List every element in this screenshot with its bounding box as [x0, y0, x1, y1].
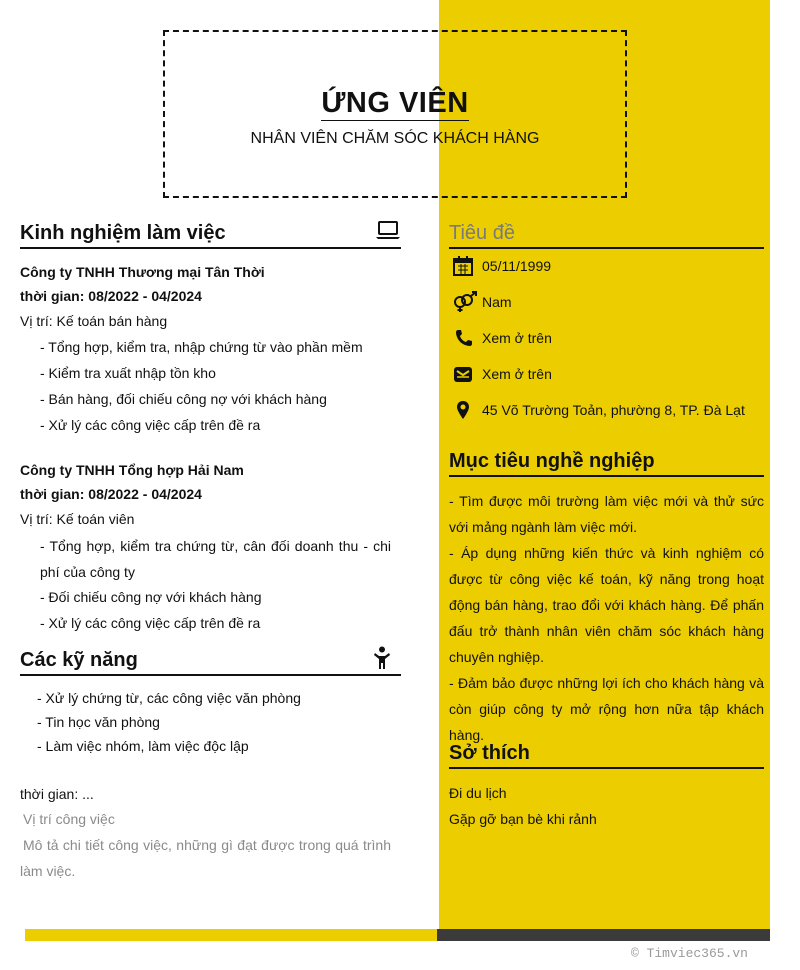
location-pin-icon — [452, 399, 476, 421]
job2-time: thời gian: 08/2022 - 04/2024 — [20, 486, 202, 502]
job2-task: - Tổng hợp, kiểm tra chứng từ, cân đối doanh thu - chi phí của công ty — [40, 538, 391, 580]
birthdate-value: 05/11/1999 — [482, 258, 552, 274]
career-goal-text — [449, 488, 764, 748]
job1-task: - Tổng hợp, kiểm tra, nhập chứng từ vào phần mềm — [40, 339, 363, 355]
job1-task: - Kiểm tra xuất nhập tồn kho — [40, 365, 216, 381]
experience-title-text: Kinh nghiệm làm việc — [20, 222, 226, 244]
job2-task: - Xử lý các công việc cấp trên đề ra — [40, 615, 261, 631]
skills-section-title — [20, 646, 401, 676]
experience-section-title — [20, 219, 401, 249]
career-goal-paragraph: - Áp dụng những kiến thức và kinh nghiệm có được từ công việc kế toán, kỹ năng trong hoạt động bán hàng, trao đổi với khách hàng. Để phấn đấu trở thành nhân viên chăm sóc khách hàng chuyên nghiệp. — [449, 545, 764, 665]
job2-position: Vị trí: Kế toán viên — [20, 511, 135, 527]
hobbies-title: Sở thích — [449, 739, 764, 769]
job1-task: - Bán hàng, đối chiếu công nợ với khách hàng — [40, 391, 327, 407]
phone-icon — [452, 327, 476, 349]
job2-company: Công ty TNHH Tổng hợp Hải Nam — [20, 462, 244, 478]
address-value: 45 Võ Trường Toản, phường 8, TP. Đà Lạt — [482, 402, 745, 418]
career-goal-title: Mục tiêu nghề nghiệp — [449, 447, 764, 477]
person-icon — [373, 646, 391, 678]
gender-value: Nam — [482, 294, 512, 310]
hobby-item: Đi du lịch — [449, 785, 507, 801]
personal-title: Tiêu đề — [449, 219, 764, 249]
footer-dark-bar — [437, 929, 770, 941]
footer-yellow-bar — [25, 929, 437, 941]
job1-position: Vị trí: Kế toán bán hàng — [20, 313, 168, 329]
extra-time: thời gian: ... — [20, 786, 94, 802]
phone-value: Xem ở trên — [482, 330, 552, 346]
skills-title-text: Các kỹ năng — [20, 649, 138, 671]
job1-task: - Xử lý các công việc cấp trên đề ra — [40, 417, 261, 433]
email-value: Xem ở trên — [482, 366, 552, 382]
laptop-icon — [375, 219, 401, 249]
job1-company: Công ty TNHH Thương mại Tân Thời — [20, 264, 265, 280]
footer-brand: © Timviec365.vn — [630, 946, 748, 961]
gender-icon — [452, 291, 476, 313]
hobby-item: Gặp gỡ bạn bè khi rảnh — [449, 811, 597, 827]
candidate-name: ỨNG VIÊN — [321, 87, 469, 119]
job-title: NHÂN VIÊN CHĂM SÓC KHÁCH HÀNG — [250, 130, 540, 147]
job1-time: thời gian: 08/2022 - 04/2024 — [20, 288, 202, 304]
skill-item: - Làm việc nhóm, làm việc độc lập — [37, 738, 249, 754]
skill-item: - Tin học văn phòng — [37, 714, 160, 730]
skill-item: - Xử lý chứng từ, các công việc văn phòng — [37, 690, 301, 706]
calendar-icon — [452, 255, 476, 277]
header-box — [163, 30, 627, 198]
extra-position-placeholder: Vị trí công việc — [23, 811, 115, 827]
job2-task: - Đối chiếu công nợ với khách hàng — [40, 589, 262, 605]
career-goal-paragraph: - Tìm được môi trường làm việc mới và thử sức với mảng ngành làm việc mới. — [449, 493, 764, 535]
email-icon — [452, 363, 476, 385]
extra-description-placeholder: Mô tả chi tiết công việc, những gì đạt được trong quá trình làm việc. — [20, 837, 391, 879]
career-goal-paragraph: - Đảm bảo được những lợi ích cho khách hàng và còn giúp công ty mở rộng hơn nữa tập khách hàng. — [449, 675, 764, 743]
